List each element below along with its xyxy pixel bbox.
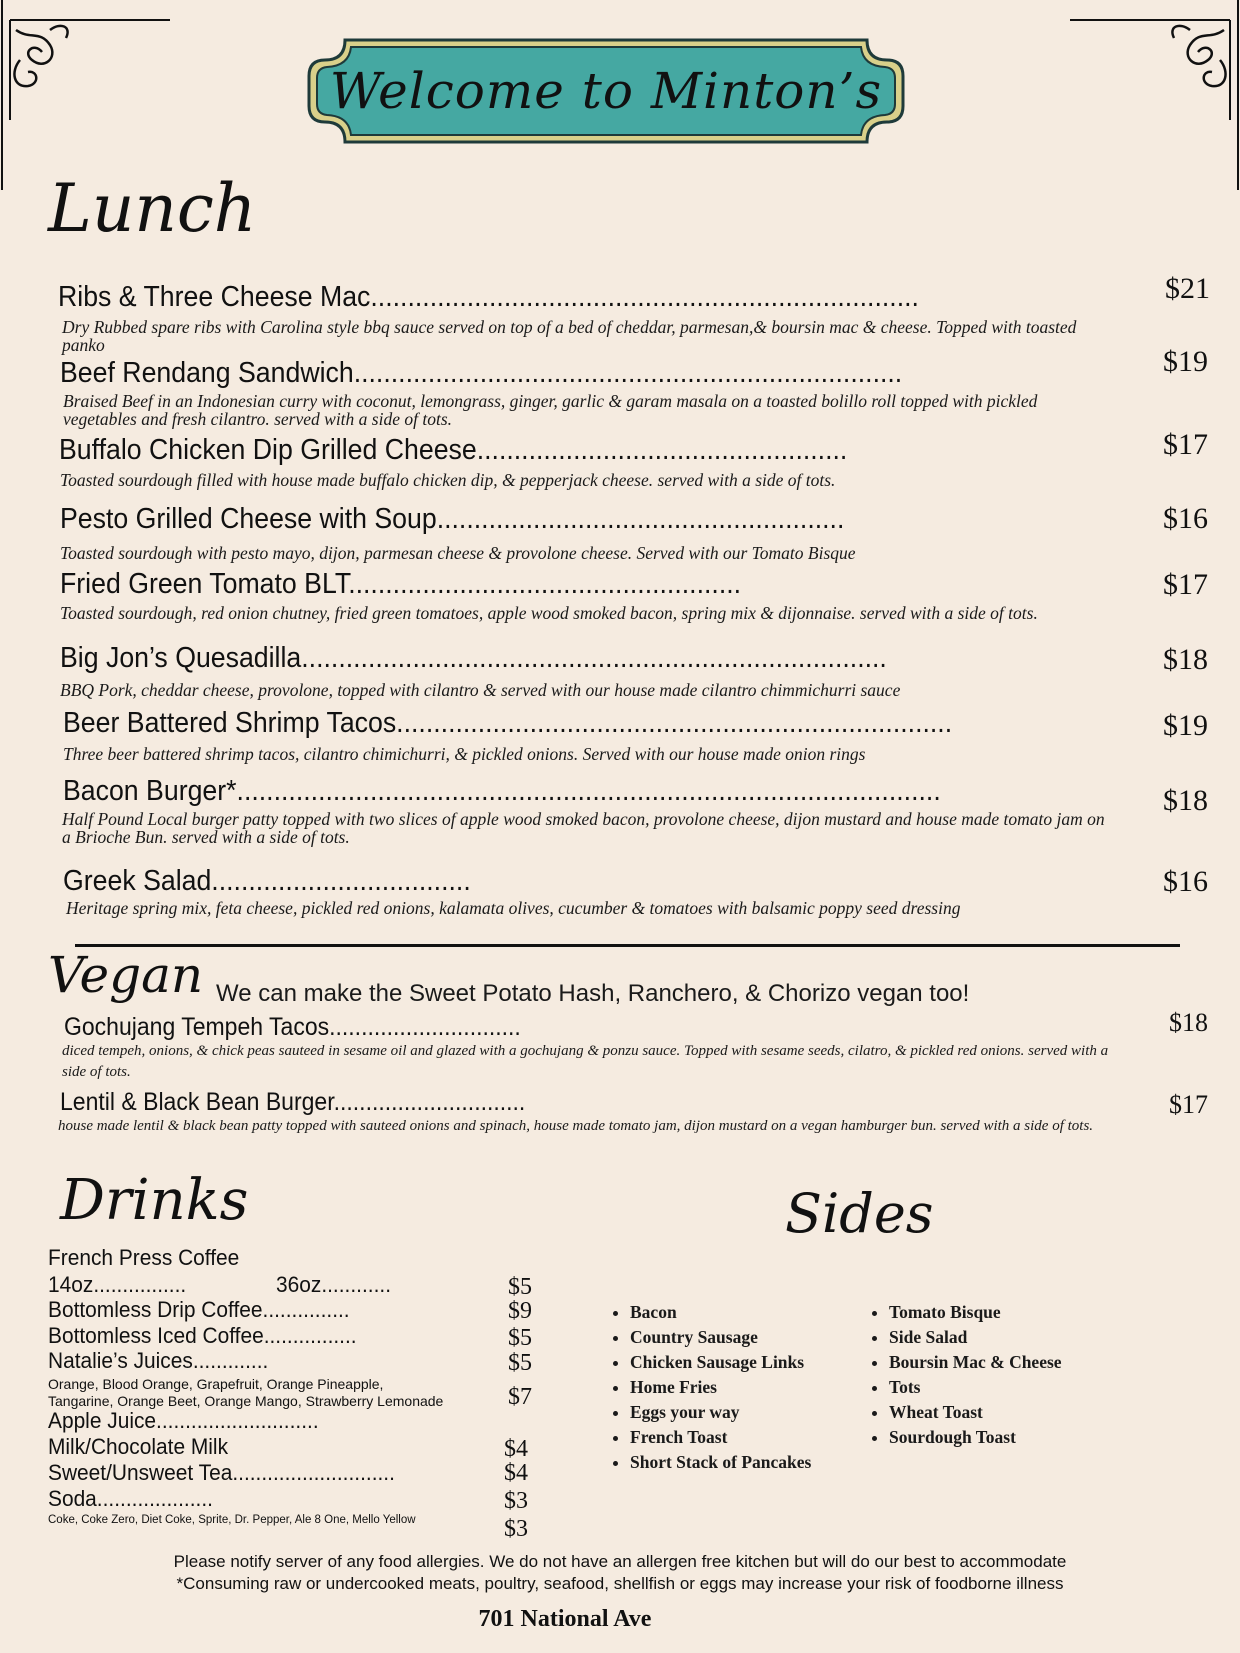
drink-size-36oz: 36oz............ — [276, 1272, 392, 1297]
drink-bottomless-iced: Bottomless Iced Coffee................ — [48, 1323, 357, 1348]
side-item: • Sourdough Toast — [889, 1425, 1062, 1450]
item-price: $17 — [1163, 568, 1208, 601]
item-price: $16 — [1163, 502, 1208, 535]
sides-heading: Sides — [785, 1182, 934, 1245]
drink-milk: Milk/Chocolate Milk — [48, 1434, 229, 1459]
item-description: Toasted sourdough, red onion chutney, fried green tomatoes, apple wood smoked bacon, spring mix & dijonnaise. served with a side of tots. — [60, 603, 1038, 623]
drink-price: $5 — [508, 1325, 532, 1351]
drink-price: $7 — [508, 1384, 532, 1410]
item-price: $18 — [1163, 784, 1208, 817]
corner-ornament-right — [1060, 0, 1240, 200]
side-item: • Side Salad — [889, 1325, 1062, 1350]
side-item: • Tomato Bisque — [889, 1300, 1062, 1325]
side-item: • French Toast — [630, 1425, 811, 1450]
item-description: Braised Beef in an Indonesian curry with coconut, lemongrass, ginger, garlic & garam masala on a toasted bolillo roll topped with pickled vegetables and fresh cilantro. served with a side of tots. — [63, 391, 1038, 429]
side-item: • Short Stack of Pancakes — [630, 1450, 811, 1475]
juice-flavors-line: Orange, Blood Orange, Grapefruit, Orange Pineapple, — [48, 1376, 384, 1392]
drink-apple-juice: Apple Juice............................ — [48, 1408, 319, 1433]
drink-soda: Soda.................... — [48, 1486, 213, 1511]
side-item: • Home Fries — [630, 1375, 811, 1400]
juice-flavors-line: Tangarine, Orange Beet, Orange Mango, Strawberry Lemonade — [48, 1393, 444, 1409]
drink-tea: Sweet/Unsweet Tea............................ — [48, 1460, 395, 1485]
side-item: • Chicken Sausage Links — [630, 1350, 811, 1375]
side-item: • Boursin Mac & Cheese — [889, 1350, 1062, 1375]
drink-juices: Natalie’s Juices............. — [48, 1348, 269, 1373]
section-divider — [75, 944, 1180, 947]
allergy-notice: Please notify server of any food allergies. We do not have an allergen free kitchen but will do our best to accommodate — [173, 1552, 1067, 1571]
item-description: Dry Rubbed spare ribs with Carolina style bbq sauce served on top of a bed of cheddar, parmesan,& boursin mac & cheese. Topped with toasted panko — [62, 317, 1077, 355]
item-name: Gochujang Tempeh Tacos.............................. — [64, 1013, 521, 1041]
vegan-note: We can make the Sweet Potato Hash, Ranchero, & Chorizo vegan too! — [216, 980, 970, 1007]
item-description: Three beer battered shrimp tacos, cilantro chimichurri, & pickled onions. Served with our house made onion rings — [63, 744, 866, 764]
side-item: • Bacon — [630, 1300, 811, 1325]
banner-title: Welcome to Minton’s — [329, 62, 883, 120]
drink-bottomless-drip: Bottomless Drip Coffee............... — [48, 1297, 350, 1322]
item-price: $17 — [1169, 1090, 1208, 1119]
item-description: Toasted sourdough with pesto mayo, dijon, parmesan cheese & provolone cheese. Served with our Tomato Bisque — [60, 543, 856, 563]
item-price: $21 — [1165, 272, 1210, 305]
foodborne-warning: *Consuming raw or undercooked meats, poultry, seafood, shellfish or eggs may increase your risk of foodborne illness — [176, 1574, 1064, 1593]
item-description: BBQ Pork, cheddar cheese, provolone, topped with cilantro & served with our house made cilantro chimmichurri sauce — [60, 680, 901, 700]
item-name: Ribs & Three Cheese Mac.......................................................................... — [58, 281, 919, 313]
lunch-heading: Lunch — [48, 170, 257, 247]
item-name: Buffalo Chicken Dip Grilled Cheese.................................................. — [59, 434, 848, 466]
drink-price: $3 — [504, 1488, 528, 1514]
item-price: $18 — [1169, 1008, 1208, 1037]
drink-price: $5 — [508, 1274, 532, 1300]
item-description: house made lentil & black bean patty topped with sauteed onions and spinach, house made tomato jam, dijon mustard on a vegan hamburger bun. served with a side of tots. — [58, 1118, 1094, 1134]
item-description: Heritage spring mix, feta cheese, pickled red onions, kalamata olives, cucumber & tomatoes with balsamic poppy seed dressing — [66, 898, 961, 918]
drink-price: $4 — [504, 1460, 528, 1486]
item-name: Beer Battered Shrimp Tacos........................................................................... — [63, 707, 953, 739]
item-price: $18 — [1163, 643, 1208, 676]
item-name: Greek Salad................................... — [63, 865, 471, 897]
drink-price: $3 — [504, 1516, 528, 1542]
side-item: • Tots — [889, 1375, 1062, 1400]
item-price: $19 — [1163, 709, 1208, 742]
address: 701 National Ave — [478, 1606, 652, 1632]
item-name: Bacon Burger*............................................................................................... — [63, 775, 941, 807]
side-item: • Wheat Toast — [889, 1400, 1062, 1425]
drink-french-press: French Press Coffee — [48, 1245, 240, 1270]
drink-price: $9 — [508, 1298, 532, 1324]
vegan-heading: Vegan — [48, 946, 204, 1004]
item-description: Half Pound Local burger patty topped with two slices of apple wood smoked bacon, provolone cheese, dijon mustard and house made tomato jam on a Brioche Bun. served with a side of tots. — [62, 809, 1105, 847]
welcome-banner — [305, 36, 907, 146]
side-item: • Eggs your way — [630, 1400, 811, 1425]
item-name: Fried Green Tomato BLT..................................................... — [60, 568, 742, 600]
drink-price: $4 — [504, 1436, 528, 1462]
item-name: Big Jon’s Quesadilla............................................................................... — [60, 642, 887, 674]
item-name: Beef Rendang Sandwich.......................................................................... — [60, 357, 903, 389]
soda-list: Coke, Coke Zero, Diet Coke, Sprite, Dr. Pepper, Ale 8 One, Mello Yellow — [48, 1514, 416, 1526]
drinks-heading: Drinks — [60, 1168, 249, 1233]
side-item: • Country Sausage — [630, 1325, 811, 1350]
item-name: Lentil & Black Bean Burger.............................. — [60, 1088, 526, 1116]
item-price: $19 — [1163, 345, 1208, 378]
item-price: $17 — [1163, 428, 1208, 461]
item-price: $16 — [1163, 865, 1208, 898]
sides-list-1 — [608, 1300, 811, 1475]
drink-price: $5 — [508, 1350, 532, 1376]
drink-size-14oz: 14oz................ — [48, 1272, 187, 1297]
sides-list-2 — [867, 1300, 1062, 1450]
item-description: diced tempeh, onions, & chick peas sauteed in sesame oil and glazed with a gochujang & ponzu sauce. Topped with sesame seeds, cilatro, & pickled red onions. served with a side of tots. — [62, 1043, 1109, 1080]
item-name: Pesto Grilled Cheese with Soup....................................................... — [60, 503, 845, 535]
item-description: Toasted sourdough filled with house made buffalo chicken dip, & pepperjack cheese. served with a side of tots. — [60, 470, 836, 490]
juice-flavors — [48, 1376, 443, 1410]
